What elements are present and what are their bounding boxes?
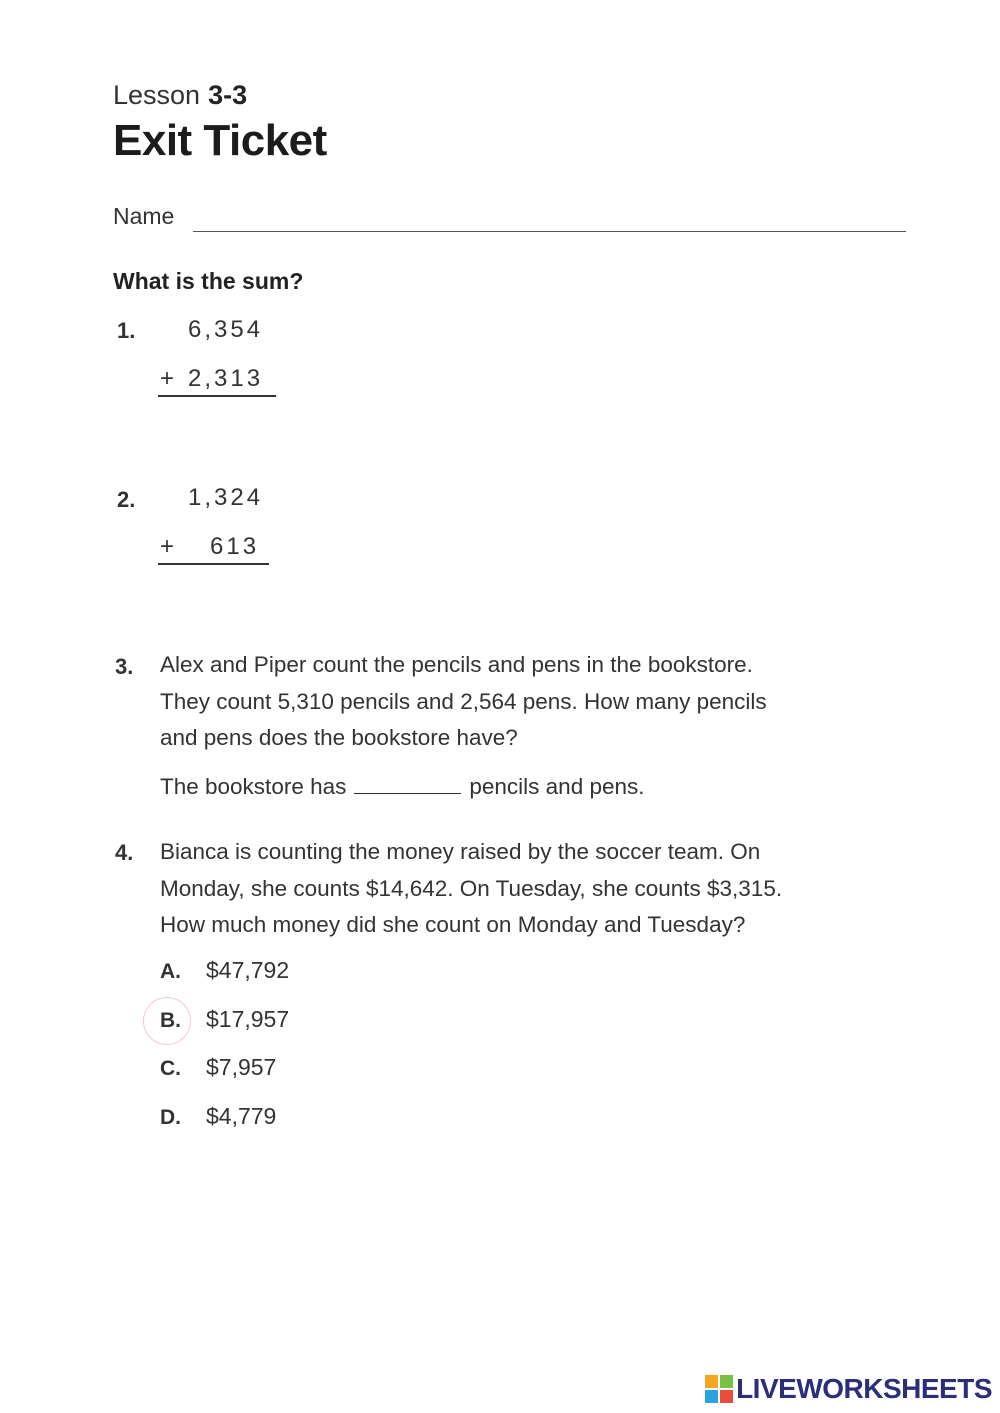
q1-sum-line xyxy=(158,395,276,397)
q3-line: and pens does the bookstore have? xyxy=(160,725,518,750)
q2-sum-line xyxy=(158,563,269,565)
q2-addend-bottom: 613 xyxy=(210,533,260,560)
option-value: $4,779 xyxy=(206,1103,277,1129)
name-label: Name xyxy=(113,203,175,229)
logo-square xyxy=(705,1390,718,1403)
q3-answer-sentence xyxy=(160,774,645,800)
logo-text: LIVEWORKSHEETS xyxy=(736,1373,992,1404)
logo-square xyxy=(720,1375,733,1388)
q1-number: 1. xyxy=(117,318,136,343)
q4-number: 4. xyxy=(115,840,134,865)
q4-line: How much money did she count on Monday and Tuesday? xyxy=(160,912,746,937)
q1-plus-sign: + xyxy=(160,365,178,392)
q3-answer-prefix: The bookstore has xyxy=(160,774,347,799)
option-value: $7,957 xyxy=(206,1054,277,1080)
q1-answer-area[interactable] xyxy=(158,402,276,452)
q3-number: 3. xyxy=(115,654,134,679)
q2-number: 2. xyxy=(117,487,136,512)
section-prompt: What is the sum? xyxy=(113,268,304,294)
q3-text xyxy=(160,647,920,757)
option-letter: D. xyxy=(160,1106,181,1129)
lesson-label: Lesson xyxy=(113,80,201,110)
lesson-line xyxy=(113,80,247,111)
page-title: Exit Ticket xyxy=(113,116,327,165)
q3-answer-blank[interactable] xyxy=(354,779,461,794)
q2-plus-sign: + xyxy=(160,533,178,560)
option-value: $17,957 xyxy=(206,1006,290,1032)
q3-line: Alex and Piper count the pencils and pens in the bookstore. xyxy=(160,652,753,677)
q4-line: Bianca is counting the money raised by the soccer team. On xyxy=(160,839,761,864)
liveworksheets-logo-icon xyxy=(705,1375,733,1403)
option-letter: B. xyxy=(160,1009,181,1032)
option-value: $47,792 xyxy=(206,957,290,983)
q1-addend-top: 6,354 xyxy=(188,316,264,343)
q2-addend-top: 1,324 xyxy=(188,484,264,511)
q1-addend-bottom: 2,313 xyxy=(188,365,264,392)
q2-answer-area[interactable] xyxy=(158,570,269,620)
option-letter: A. xyxy=(160,960,181,983)
option-c[interactable] xyxy=(160,1054,276,1081)
logo-square xyxy=(705,1375,718,1388)
q3-line: They count 5,310 pencils and 2,564 pens. How many pencils xyxy=(160,688,767,714)
q4-line: Monday, she counts $14,642. On Tuesday, she counts $3,315. xyxy=(160,875,783,901)
lesson-number: 3-3 xyxy=(208,80,248,110)
name-field[interactable] xyxy=(193,231,906,232)
option-b[interactable] xyxy=(160,1006,289,1033)
q3-answer-suffix: pencils and pens. xyxy=(469,774,645,799)
logo-square xyxy=(720,1390,733,1403)
liveworksheets-logo xyxy=(705,1373,992,1405)
option-letter: C. xyxy=(160,1057,181,1080)
q4-text xyxy=(160,834,940,944)
option-a[interactable] xyxy=(160,957,289,984)
option-d[interactable] xyxy=(160,1103,276,1130)
